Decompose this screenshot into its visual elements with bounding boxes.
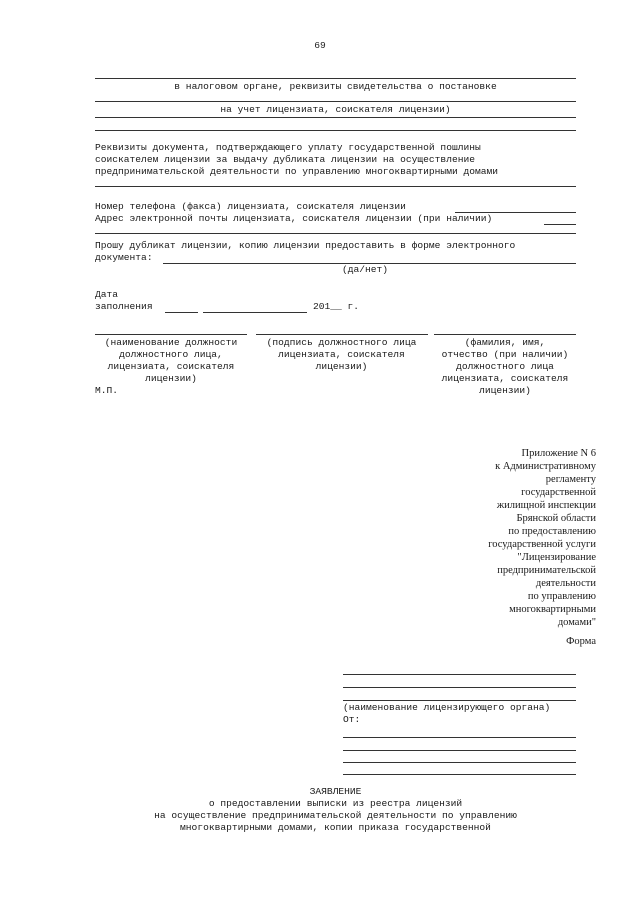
fill-line	[95, 101, 576, 102]
email-input-line	[544, 224, 576, 225]
duplicate-request-line1: Прошу дубликат лицензии, копию лицензии предоставить в форме электронного	[95, 240, 516, 251]
position-signature-line	[95, 334, 247, 335]
signature-caption-3: лицензии)	[315, 361, 368, 372]
addressee-line	[343, 687, 576, 688]
fill-line	[95, 117, 576, 118]
full-name-signature-line	[434, 334, 576, 335]
appendix-line: Приложение N 6	[521, 448, 596, 459]
statement-subtitle-2: на осуществление предпринимательской деятельности по управлению	[154, 810, 517, 821]
from-line	[343, 737, 576, 738]
appendix-line: регламенту	[545, 474, 596, 485]
date-label: Дата	[95, 289, 119, 300]
stamp-label: М.П.	[95, 385, 119, 396]
appendix-line: по предоставлению	[508, 526, 596, 537]
appendix-line: по управлению	[527, 591, 596, 602]
statement-subtitle-3: многоквартирными домами, копии приказа государственной	[180, 822, 491, 833]
fee-document-line2: соискателем лицензии за выдачу дубликата лицензии на осуществление	[95, 154, 475, 165]
fill-line	[95, 233, 576, 234]
from-label: От:	[343, 714, 361, 725]
duplicate-request-line2: документа:	[95, 252, 153, 263]
fill-line	[95, 130, 576, 131]
full-name-caption-5: лицензии)	[479, 385, 531, 396]
year-label: 201__ г.	[313, 301, 360, 312]
day-input-line	[165, 312, 198, 313]
email-label: Адрес электронной почты лицензиата, соискателя лицензии (при наличии)	[95, 213, 493, 224]
page-number: 69	[314, 40, 326, 51]
full-name-caption-3: должностного лица	[456, 361, 554, 372]
position-caption-3: лицензиата, соискателя	[107, 361, 235, 372]
full-name-caption-1: (фамилия, имя,	[464, 337, 546, 348]
month-input-line	[203, 312, 307, 313]
fee-document-line3: предпринимательской деятельности по управлению многоквартирными домами	[95, 166, 499, 177]
date-label-2: заполнения	[95, 301, 153, 312]
appendix-line: "Лицензирование	[517, 552, 596, 563]
appendix-line: государственной	[521, 487, 596, 498]
statement-subtitle-1: о предоставлении выписки из реестра лицензий	[208, 798, 463, 809]
form-label: Форма	[566, 636, 596, 647]
appendix-line: Брянской области	[516, 513, 596, 524]
appendix-line: жилищной инспекции	[496, 500, 596, 511]
from-line	[343, 774, 576, 775]
from-line	[343, 762, 576, 763]
addressee-line	[343, 700, 576, 701]
phone-label: Номер телефона (факса) лицензиата, соискателя лицензии	[95, 201, 406, 212]
signature-line	[256, 334, 428, 335]
signature-caption-2: лицензиата, соискателя	[278, 349, 405, 360]
position-caption-4: лицензии)	[145, 373, 197, 384]
appendix-line: предпринимательской	[497, 565, 596, 576]
fill-line	[95, 78, 576, 79]
appendix-line: государственной услуги	[488, 539, 596, 550]
fee-document-line1: Реквизиты документа, подтверждающего уплату государственной пошлины	[95, 142, 481, 153]
from-line	[343, 750, 576, 751]
appendix-line: домами"	[557, 617, 596, 628]
tax-authority-caption-line2: на учет лицензиата, соискателя лицензии)	[220, 104, 451, 115]
yes-no-caption: (да/нет)	[342, 264, 389, 275]
licensing-authority-caption: (наименование лицензирующего органа)	[343, 702, 551, 713]
appendix-line: к Административному	[495, 461, 596, 472]
appendix-line: деятельности	[535, 578, 596, 589]
statement-title: ЗАЯВЛЕНИЕ	[309, 786, 362, 797]
addressee-line	[343, 674, 576, 675]
full-name-caption-2: отчество (при наличии)	[441, 349, 569, 360]
position-caption-1: (наименование должности	[104, 337, 238, 348]
appendix-line: многоквартирными	[509, 604, 596, 615]
position-caption-2: должностного лица,	[119, 349, 223, 360]
tax-authority-caption-line1: в налоговом органе, реквизиты свидетельства о постановке	[174, 81, 497, 92]
signature-caption-1: (подпись должностного лица	[266, 337, 417, 348]
fill-line	[95, 186, 576, 187]
full-name-caption-4: лицензиата, соискателя	[441, 373, 569, 384]
